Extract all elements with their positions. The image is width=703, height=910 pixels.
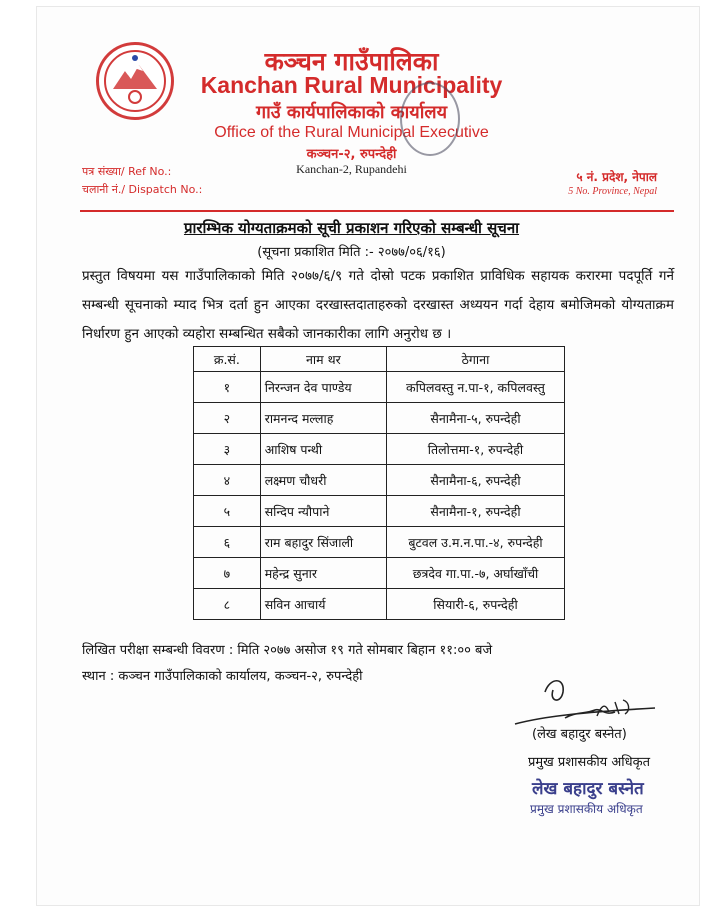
address-np: कञ्चन-२, रुपन्देही: [306, 147, 397, 162]
cell-name: सन्दिप न्यौपाने: [260, 496, 386, 527]
cell-sn: ८: [194, 589, 261, 620]
office-title-en: Office of the Rural Municipal Executive: [214, 124, 489, 141]
candidate-table: [193, 346, 565, 620]
handwritten-signature-icon: [505, 672, 665, 732]
cell-name: राम बहादुर सिंजाली: [260, 527, 386, 558]
signatory-designation: प्रमुख प्रशासकीय अधिकृत: [528, 755, 651, 770]
exam-details: लिखित परीक्षा सम्बन्धी विवरण : मिति २०७७ असोज १९ गते सोमबार बिहान ११:०० बजे: [82, 643, 493, 658]
cell-name: निरन्जन देव पाण्डेय: [260, 372, 386, 403]
cell-address: छत्रदेव गा.पा.-७, अर्घाखाँची: [386, 558, 564, 589]
cell-address: कपिलवस्तु न.पा-१, कपिलवस्तु: [386, 372, 564, 403]
notice-subject-text: प्रारम्भिक योग्यताक्रमको सूची प्रकाशन गरिएको सम्बन्धी सूचना: [183, 219, 520, 237]
cell-address: बुटवल उ.म.न.पा.-४, रुपन्देही: [386, 527, 564, 558]
cell-name: आशिष पन्थी: [260, 434, 386, 465]
municipality-title-np: कञ्चन गाउँपालिका: [264, 47, 439, 76]
office-title-np: गाउँ कार्यपालिकाको कार्यालय: [255, 102, 448, 123]
cell-sn: ४: [194, 465, 261, 496]
table-row: [194, 496, 565, 527]
published-date: (सूचना प्रकाशित मिति :- २०७७/०६/१६): [257, 245, 446, 260]
address-en: Kanchan-2, Rupandehi: [296, 162, 407, 176]
dispatch-no-label: चलानी नं./ Dispatch No.:: [82, 183, 203, 196]
header-divider: [80, 210, 674, 212]
cell-sn: ६: [194, 527, 261, 558]
table-row: [194, 434, 565, 465]
cell-address: सियारी-६, रुपन्देही: [386, 589, 564, 620]
table-row: [194, 403, 565, 434]
cell-sn: ३: [194, 434, 261, 465]
cell-sn: ७: [194, 558, 261, 589]
province-np: ५ नं. प्रदेश, नेपाल: [576, 170, 657, 184]
cell-name: रामनन्द मल्लाह: [260, 403, 386, 434]
cell-sn: १: [194, 372, 261, 403]
table-row: [194, 372, 565, 403]
table-row: [194, 465, 565, 496]
office-stamp-icon: [400, 82, 460, 156]
cell-name: लक्ष्मण चौधरी: [260, 465, 386, 496]
table-row: [194, 527, 565, 558]
signatory-name: (लेख बहादुर बस्नेत): [532, 727, 627, 742]
cell-sn: २: [194, 403, 261, 434]
ref-no-label: पत्र संख्या/ Ref No.:: [82, 165, 172, 178]
seal-name: लेख बहादुर बस्नेत: [532, 779, 644, 799]
notice-body: प्रस्तुत विषयमा यस गाउँपालिकाको मिति २०७७/६/९ गते दोस्रो पटक प्रकाशित प्राविधिक सहायक करारमा पदपूर्ति गर्ने सम्बन्धी सूचनाको म्याद भित्र दर्ता हुन आएका दरखास्तदाताहरुको दरखास्त अध्ययन गर्दा देहाय बमोजिमको योग्यताक्रम निर्धारण हुन आएको व्यहोरा सम्बन्धित सबैको जानकारीका लागि अनुरोध छ ।: [82, 268, 674, 342]
cell-address: सैनामैना-१, रुपन्देही: [386, 496, 564, 527]
col-header-name: नाम थर: [260, 347, 386, 372]
notice-subject: [0, 218, 703, 238]
exam-venue: स्थान : कञ्चन गाउँपालिकाको कार्यालय, कञ्चन-२, रुपन्देही: [82, 669, 363, 684]
table-row: [194, 558, 565, 589]
col-header-sn: क्र.सं.: [194, 347, 261, 372]
table-row: [194, 589, 565, 620]
table-header-row: [194, 347, 565, 372]
cell-name: महेन्द्र सुनार: [260, 558, 386, 589]
municipality-title-en: Kanchan Rural Municipality: [200, 72, 503, 98]
province-en: 5 No. Province, Nepal: [568, 186, 657, 197]
cell-sn: ५: [194, 496, 261, 527]
seal-designation: प्रमुख प्रशासकीय अधिकृत: [530, 802, 643, 816]
cell-address: सैनामैना-५, रुपन्देही: [386, 403, 564, 434]
cell-address: सैनामैना-६, रुपन्देही: [386, 465, 564, 496]
col-header-address: ठेगाना: [386, 347, 564, 372]
cell-name: सविन आचार्य: [260, 589, 386, 620]
cell-address: तिलोत्तमा-१, रुपन्देही: [386, 434, 564, 465]
